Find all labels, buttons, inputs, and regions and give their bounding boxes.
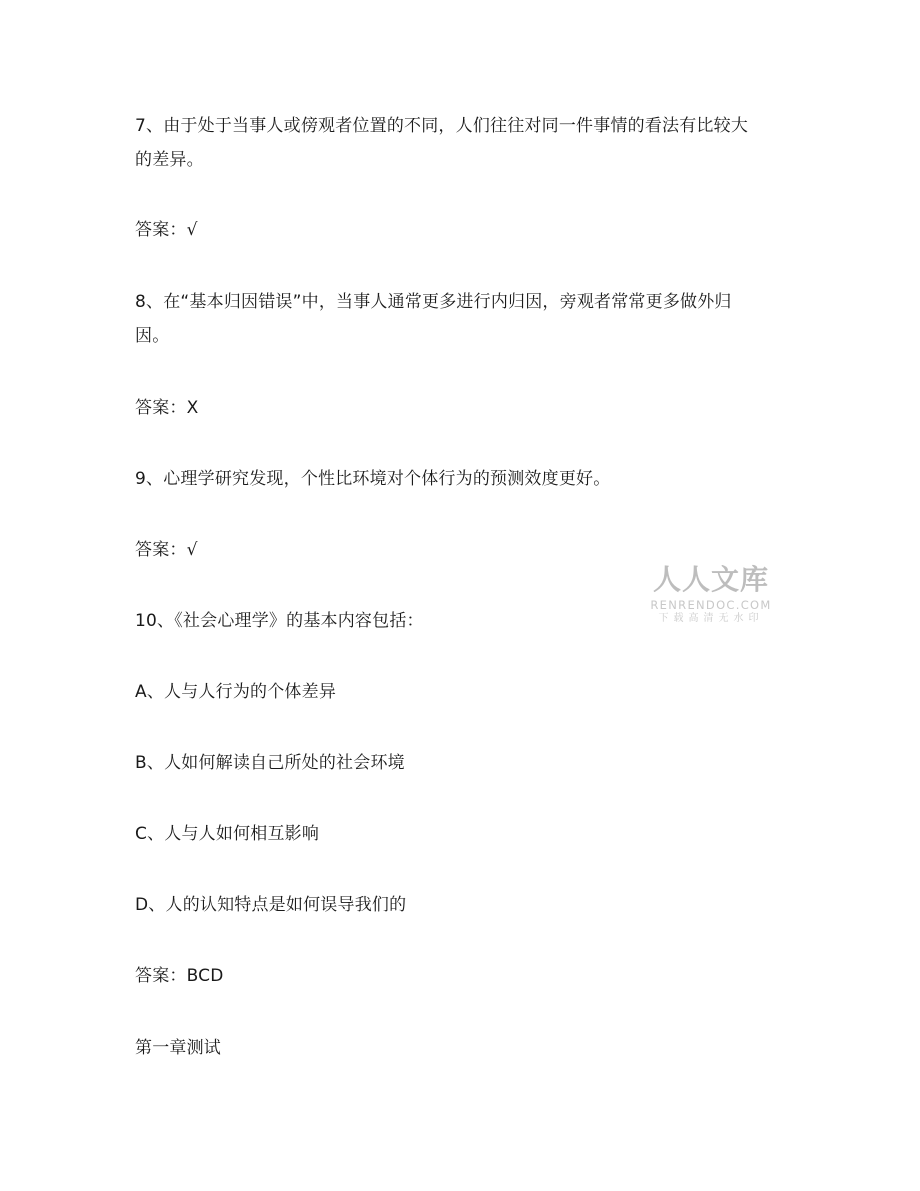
question-10-option-b: B、人如何解读自己所处的社会环境 — [135, 753, 405, 773]
question-10-option-d: D、人的认知特点是如何误导我们的 — [135, 895, 407, 915]
watermark-url: RENRENDOC.COM — [650, 598, 772, 612]
question-9-text: 9、心理学研究发现，个性比环境对个体行为的预测效度更好。 — [135, 469, 611, 489]
question-10-option-a: A、人与人行为的个体差异 — [135, 682, 337, 702]
watermark-logo — [646, 562, 776, 626]
question-7-text-line2: 的差异。 — [135, 150, 204, 170]
watermark-title: 人人文库 — [652, 563, 769, 596]
question-9-answer: 答案：√ — [135, 540, 198, 560]
section-heading: 第一章测试 — [135, 1038, 221, 1058]
question-8-text-line1: 8、在“基本归因错误”中，当事人通常更多进行内归因，旁观者常常更多做外归 — [135, 292, 732, 312]
question-10-text: 10、《社会心理学》的基本内容包括： — [135, 611, 424, 631]
question-10-option-c: C、人与人如何相互影响 — [135, 824, 320, 844]
watermark-subtitle: 下载高清无水印 — [658, 613, 764, 624]
question-10-answer: 答案：BCD — [135, 966, 224, 986]
question-8-text-line2: 因。 — [135, 326, 170, 346]
question-8-answer: 答案：X — [135, 398, 199, 418]
question-7-text-line1: 7、由于处于当事人或傍观者位置的不同，人们往往对同一件事情的看法有比较大 — [135, 116, 749, 136]
question-7-answer: 答案：√ — [135, 220, 198, 240]
